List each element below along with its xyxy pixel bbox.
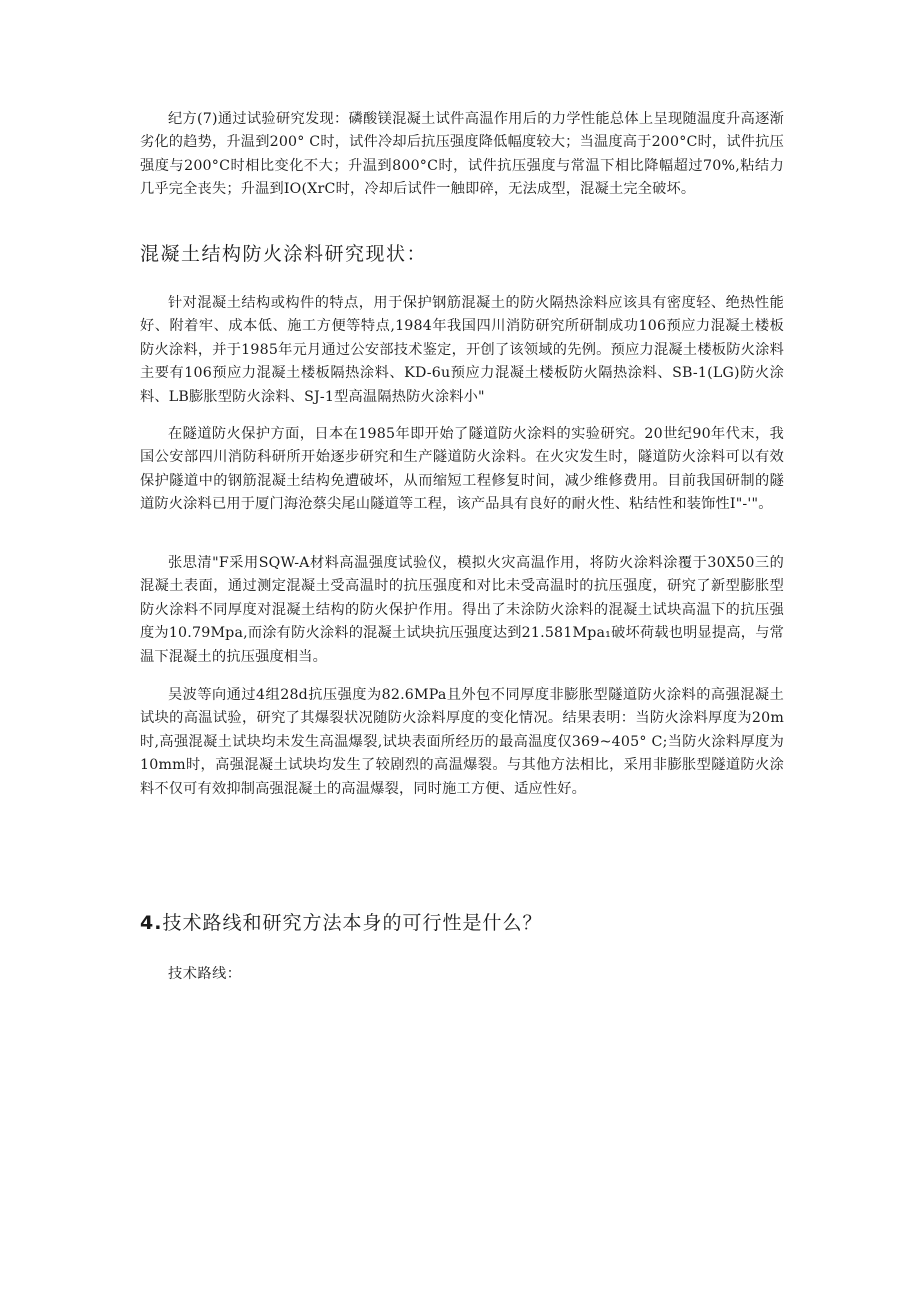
section-4-title: 技术路线和研究方法本身的可行性是什么？	[162, 912, 543, 934]
paragraph-coating-characteristics: 针对混凝土结构或构件的特点，用于保护钢筋混凝土的防火隔热涂料应该具有密度轻、绝热性能好、附着牢、成本低、施工方便等特点,1984年我国四川消防研究所研制成功106预应力混凝土楼板防火涂料，并于1985年元月通过公安部技术鉴定，开创了该领域的先例。预应力混凝土楼板防火涂料主要有106预应力混凝土楼板隔热涂料、KD-6u预应力混凝土楼板防火隔热涂料、SB-1(LG)防火涂料、LB膨胀型防火涂料、SJ-1型高温隔热防火涂料小"	[140, 295, 784, 405]
paragraph-zhang-siqing-study: 张思清"F采用SQW-A材料高温强度试验仪，模拟火灾高温作用，将防火涂料涂覆于30X50三的混凝土表面，通过测定混凝土受高温时的抗压强度和对比未受高温时的抗压强度，研究了新型膨胀型防火涂料不同厚度对混凝土结构的防火保护作用。得出了未涂防火涂料的混凝土试块高温下的抗压强度为10.79Mpa,而涂有防火涂料的混凝土试块抗压强度达到21.581Mpa₁破坏荷载也明显提高，与常温下混凝土的抗压强度相当。	[140, 555, 784, 665]
paragraph-tunnel-fire-protection: 在隧道防火保护方面，日本在1985年即开始了隧道防火涂料的实验研究。20世纪90年代末，我国公安部四川消防科研所开始逐步研究和生产隧道防火涂料。在火灾发生时，隧道防火涂料可以有效保护隧道中的钢筋混凝土结构免遭破坏，从而缩短工程修复时间，减少维修费用。目前我国研制的隧道防火涂料已用于厦门海沧蔡尖尾山隧道等工程，该产品具有良好的耐火性、粘结性和装饰性I"-'"。	[140, 426, 784, 513]
tech-route-label: 技术路线：	[168, 966, 242, 982]
paragraph-magnesium-phosphate-concrete: 纪方(7)通过试验研究发现：磷酸镁混凝土试件高温作用后的力学性能总体上呈现随温度升高逐渐劣化的趋势，升温到200° C时，试件冷却后抗压强度降低幅度较大；当温度高于200°C时，试件抗压强度与200°C时相比变化不大；升温到800°C时，试件抗压强度与常温下相比降幅超过70%,粘结力几乎完全丧失；升温到IO(XrC时，冷却后试件一触即碎，无法成型，混凝土完全破坏。	[140, 111, 784, 198]
paragraph-wu-bo-study: 吴波等向通过4组28d抗压强度为82.6MPa且外包不同厚度非膨胀型隧道防火涂料的高强混凝土试块的高温试验，研究了其爆裂状况随防火涂料厚度的变化情况。结果表明：当防火涂料厚度为20m时,高强混凝土试块均未发生高温爆裂,试块表面所经历的最高温度仅369~405° C;当防火涂料厚度为10mm时，高强混凝土试块均发生了较剧烈的高温爆裂。与其他方法相比，采用非膨胀型隧道防火涂料不仅可有效抑制高强混凝土的高温爆裂，同时施工方便、适应性好。	[140, 687, 784, 797]
section-4-heading	[140, 910, 784, 936]
heading-concrete-fireproof-coating-status: 混凝土结构防火涂料研究现状：	[140, 243, 428, 265]
section-4-number: 4.	[140, 912, 163, 934]
